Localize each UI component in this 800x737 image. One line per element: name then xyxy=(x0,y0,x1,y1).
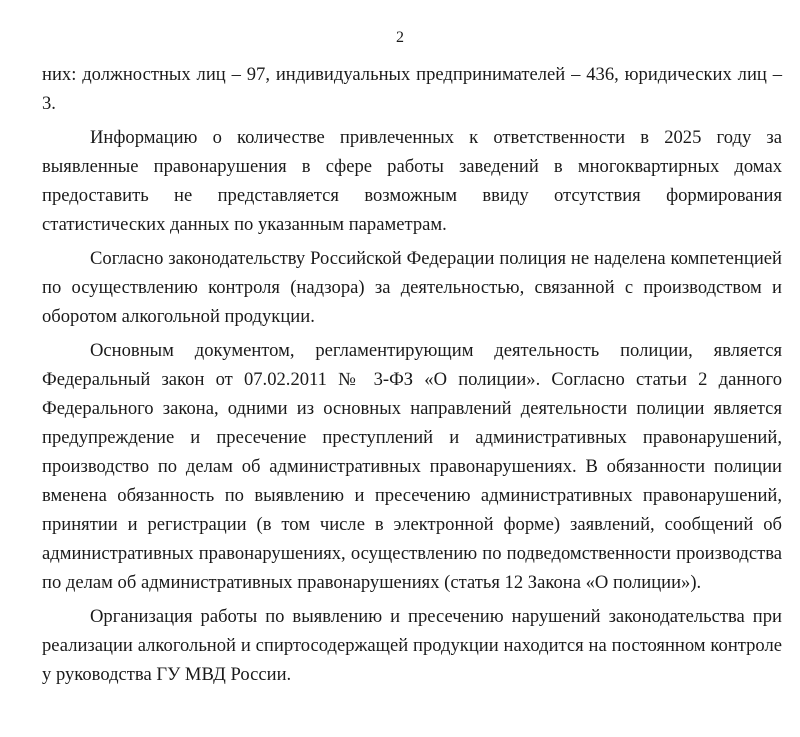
paragraph-statistics: Информацию о количестве привлеченных к ответственности в 2025 году за выявленные правонарушения в сфере работы заведений в многоквартирных домах предоставить не представляется возможным ввиду отсутствия формирования статистических данных по указанным параметрам. xyxy=(42,127,782,235)
paragraph-continuation: них: должностных лиц – 97, индивидуальных предпринимателей – 436, юридических лиц – 3. xyxy=(42,64,782,114)
page-number: 2 xyxy=(396,29,404,46)
paragraph-police-law: Основным документом, регламентирующим деятельность полиции, является Федеральный закон от 07.02.2011 № 3-ФЗ «О полиции». Согласно статьи 2 данного Федерального закона, одними из основных направлений деятельности полиции является предупреждение и пресечение преступлений и административных правонарушений, производство по делам об административных правонарушениях. В обязанности полиции вменена обязанность по выявлению и пресечению административных правонарушений, принятии и регистрации (в том числе в электронной форме) заявлений, сообщений об административных правонарушениях, осуществлению по подведомственности производства по делам об административных правонарушениях (статья 12 Закона «О полиции»). xyxy=(42,340,782,593)
document-body xyxy=(42,60,782,694)
paragraph-competence: Согласно законодательству Российской Федерации полиция не наделена компетенцией по осуществлению контроля (надзора) за деятельностью, связанной с производством и оборотом алкогольной продукции. xyxy=(42,248,782,327)
paragraph-organization: Организация работы по выявлению и пресечению нарушений законодательства при реализации алкогольной и спиртосодержащей продукции находится на постоянном контроле у руководства ГУ МВД России. xyxy=(42,606,782,685)
